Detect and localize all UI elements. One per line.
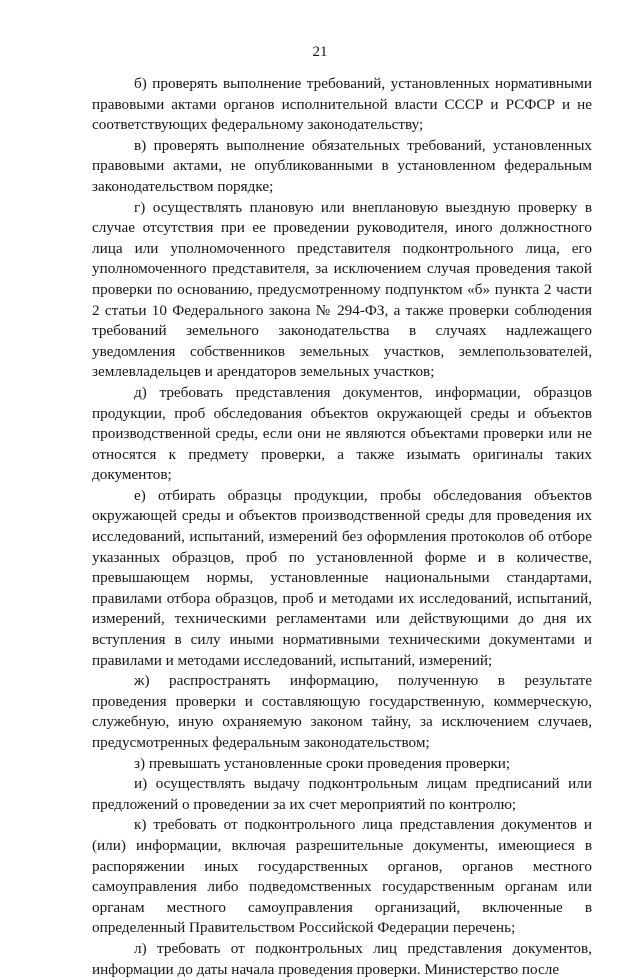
paragraph-i: и) осуществлять выдачу подконтрольным лицам предписаний или предложений о проведении за их счет мероприятий по контролю; [92, 775, 592, 813]
paragraph-d: д) требовать представления документов, информации, образцов продукции, проб обследования объектов окружающей среды и объектов производственной среды, если они не являются объектами проверки или не относятся к предмету проверки, а также изымать оригиналы таких документов; [92, 383, 592, 484]
page-number: 21 [312, 44, 328, 60]
paragraph-l: л) требовать от подконтрольных лиц представления документов, информации до даты начала проведения проверки. Министерство после [92, 939, 592, 978]
paragraph-v: в) проверять выполнение обязательных требований, установленных правовыми актами, не опубликованными в установленном федеральным законодательством порядке; [92, 136, 592, 195]
paragraph-b: б) проверять выполнение требований, установленных нормативными правовыми актами органов исполнительной власти СССР и РСФСР и не соответствующих федеральному законодательству; [92, 75, 592, 134]
paragraph-g: г) осуществлять плановую или внеплановую выездную проверку в случае отсутствия при ее проведении руководителя, иного должностного лица или уполномоченного представителя подконтрольного лица, его уполномоченного представителя, за исключением случая проведения такой проверки по основанию, предусмотренному подпунктом «б» пункта 2 части 2 статьи 10 Федерального закона № 294-ФЗ, а также проверки соблюдения требований земельного законодательства в случаях надлежащего уведомления собственников земельных участков, землепользователей, землевладельцев и арендаторов земельных участков; [92, 198, 592, 381]
paragraph-zh: ж) распространять информацию, полученную в результате проведения проверки и составляющую государственную, коммерческую, служебную, иную охраняемую законом тайну, за исключением случаев, предусмотренных федеральным законодательством; [92, 672, 592, 751]
document-body [92, 74, 592, 980]
paragraph-e: е) отбирать образцы продукции, пробы обследования объектов окружающей среды и объектов производственной среды для проведения их исследований, испытаний, измерений без оформления протоколов об отборе указанных образцов, проб по установленной форме и в количестве, превышающем нормы, установленные национальными стандартами, правилами отбора образцов, проб и методами их исследований, испытаний, измерений, техническими регламентами или действующими до дня их вступления в силу иными нормативными техническими документами и правилами и методами исследований, испытаний, измерений; [92, 486, 592, 669]
paragraph-z: з) превышать установленные сроки проведения проверки; [134, 754, 511, 772]
paragraph-k: к) требовать от подконтрольного лица представления документов и (или) информации, включая разрешительные документы, имеющиеся в распоряжении иных государственных органов, органов местного самоуправления либо подведомственных государственным органам или органам местного самоуправления организаций, включенные в определенный Правительством Российской Федерации перечень; [92, 816, 592, 937]
